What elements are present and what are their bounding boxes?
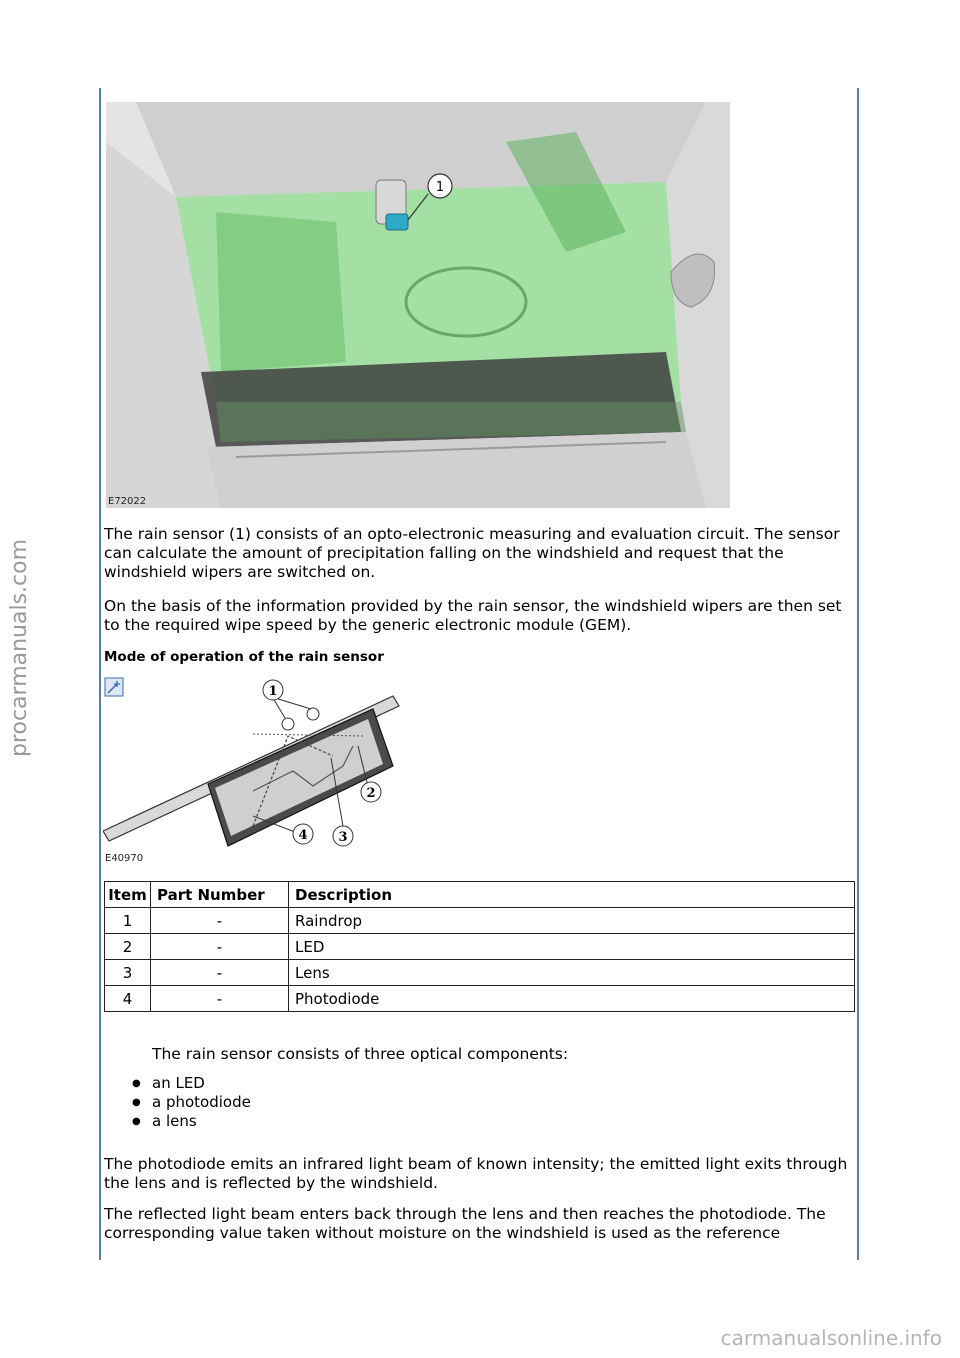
cell-part-number: - (151, 986, 289, 1012)
figure2-code: E40970 (105, 853, 144, 864)
cell-description: LED (289, 934, 855, 960)
header-description: Description (289, 882, 855, 908)
figure2-callout-2: 2 (366, 786, 376, 801)
list-item: ● a photodiode (132, 1093, 251, 1112)
cell-part-number: - (151, 934, 289, 960)
cell-part-number: - (151, 960, 289, 986)
table-row (105, 986, 855, 1012)
table-row (105, 960, 855, 986)
paragraph-photodiode-emits: The photodiode emits an infrared light beam of known intensity; the emitted light exits through the lens and is reflected by the windshield. (104, 1155, 848, 1192)
paragraph-rain-sensor-circuit: The rain sensor (1) consists of an opto-electronic measuring and evaluation circuit. The sensor can calculate the amount of precipitation falling on the windshield and request that the windshield wipers are switched on. (104, 525, 840, 581)
figure1-callout-1: 1 (435, 180, 445, 195)
rain-sensor-diagram (103, 676, 403, 864)
side-watermark: procarmanuals.com (7, 538, 32, 758)
right-margin-rule (857, 88, 859, 1260)
components-intro: The rain sensor consists of three optical components: (152, 1045, 569, 1063)
header-item: Item (105, 882, 151, 908)
figure2-callout-3: 3 (338, 830, 348, 845)
cell-item: 1 (105, 908, 151, 934)
parts-table (104, 881, 855, 1012)
paragraph-wipe-speed: On the basis of the information provided by the rain sensor, the windshield wipers are then set to the required wipe speed by the generic electronic module (GEM). (104, 597, 842, 634)
list-item: ● a lens (132, 1112, 251, 1131)
figure2-callout-4: 4 (298, 828, 308, 843)
cell-item: 3 (105, 960, 151, 986)
bottom-watermark: carmanualsonline.info (720, 1326, 942, 1350)
cell-description: Photodiode (289, 986, 855, 1012)
section-heading: Mode of operation of the rain sensor (104, 649, 384, 665)
cell-description: Raindrop (289, 908, 855, 934)
table-header-row (105, 882, 855, 908)
components-list (132, 1074, 251, 1131)
table-row (105, 934, 855, 960)
paragraph-reflected-beam: The reflected light beam enters back through the lens and then reaches the photodiode. The corresponding value taken without moisture on the windshield is used as the reference (104, 1205, 826, 1242)
left-margin-rule (99, 88, 101, 1260)
figure2-callout-1: 1 (268, 684, 278, 699)
cell-description: Lens (289, 960, 855, 986)
cell-item: 2 (105, 934, 151, 960)
header-part-number: Part Number (151, 882, 289, 908)
cell-part-number: - (151, 908, 289, 934)
enlarge-image-icon[interactable] (105, 678, 123, 696)
windshield-illustration (106, 102, 730, 508)
list-item: ● an LED (132, 1074, 251, 1093)
figure1-code: E72022 (108, 496, 147, 507)
cell-item: 4 (105, 986, 151, 1012)
table-row (105, 908, 855, 934)
